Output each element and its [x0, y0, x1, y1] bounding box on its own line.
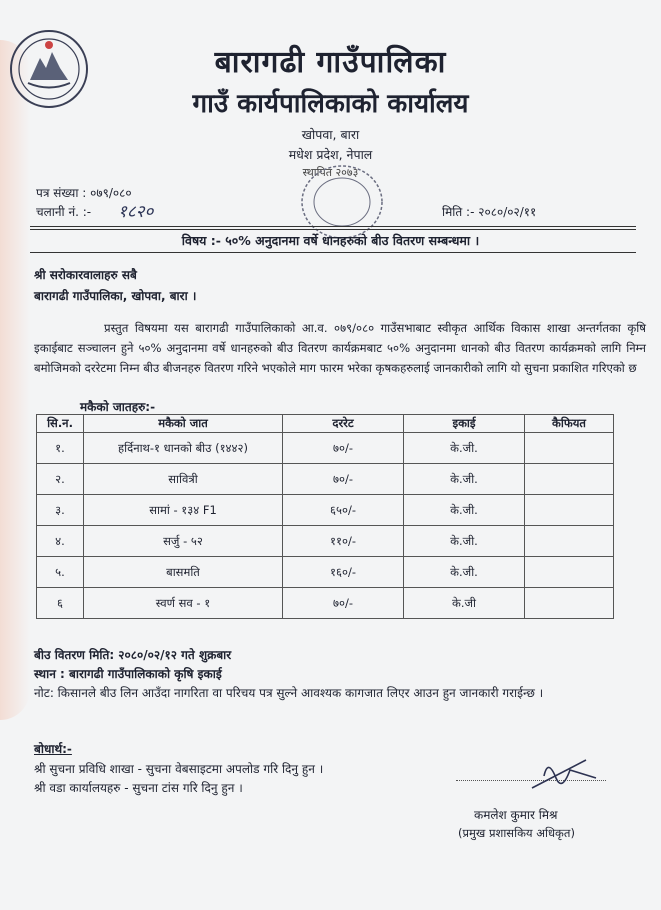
variety-cell: सावित्री: [84, 464, 283, 495]
col-remarks: कैफियत: [525, 415, 614, 433]
remarks-cell: [525, 464, 614, 495]
unit-cell: के.जी: [404, 588, 525, 619]
dispatch-number: १८२०: [118, 202, 154, 222]
address-line-2: मधेश प्रदेश, नेपाल: [288, 147, 373, 162]
rate-cell: ६५०/-: [283, 495, 404, 526]
variety-cell: सामां - १३४ F1: [84, 495, 283, 526]
distribution-note: नोट: किसानले बीउ लिन आउँदा नागरिता वा परिचय पत्र सुल्ने आवश्यक कागजात लिएर आउन हुन जानकारी गराईन्छ ।: [34, 686, 544, 700]
unit-cell: के.जी.: [404, 526, 525, 557]
table-row: [37, 526, 614, 557]
serial-cell: ६: [37, 588, 84, 619]
remarks-cell: [525, 588, 614, 619]
addressee-line-1: श्री सरोकारवालाहरु सबै: [34, 268, 137, 282]
remarks-cell: [525, 526, 614, 557]
col-rate: दररेट: [283, 415, 404, 433]
serial-cell: १.: [37, 433, 84, 464]
signatory-name: कमलेश कुमार मिश्र: [474, 808, 558, 822]
distribution-place: स्थान : बारागढी गाउँपालिकाको कृषि इकाई: [34, 667, 222, 681]
col-unit: इकाई: [404, 415, 525, 433]
variety-cell: सर्जु - ५२: [84, 526, 283, 557]
variety-cell: स्वर्ण सव - १: [84, 588, 283, 619]
table-row: [37, 495, 614, 526]
serial-cell: ४.: [37, 526, 84, 557]
unit-cell: के.जी.: [404, 495, 525, 526]
office-title: गाउँ कार्यपालिकाको कार्यालय: [192, 89, 469, 119]
table-header-row: [37, 415, 614, 433]
distribution-date: बीउ वितरण मिति: २०८०/०२/१२ गते शुक्रबार: [34, 648, 232, 662]
subject-line: विषय :- ५०% अनुदानमा वर्षे धानहरुको बीउ वितरण सम्बन्धमा ।: [181, 233, 480, 248]
variety-cell: बासमति: [84, 557, 283, 588]
table-row: [37, 588, 614, 619]
rate-cell: ७०/-: [283, 588, 404, 619]
table-row: [37, 464, 614, 495]
municipality-title: बारागढी गाउँपालिका: [214, 45, 447, 80]
remarks-cell: [525, 557, 614, 588]
signature-icon: [526, 748, 606, 798]
col-serial: सि.न.: [37, 415, 84, 433]
remarks-cell: [525, 433, 614, 464]
rate-cell: ७०/-: [283, 464, 404, 495]
variety-cell: हर्दिनाथ-१ धानको बीउ (१४४२): [84, 433, 283, 464]
cc-line-1: श्री सुचना प्रविधि शाखा - सुचना वेबसाइटमा अपलोड गरि दिनु हुन ।: [34, 762, 324, 776]
serial-cell: २.: [37, 464, 84, 495]
rate-cell: १६०/-: [283, 557, 404, 588]
unit-cell: के.जी.: [404, 464, 525, 495]
letter-number: पत्र संख्या : ०७९/०८०: [36, 186, 132, 200]
unit-cell: के.जी.: [404, 433, 525, 464]
notice-body: प्रस्तुत विषयमा यस बारागढी गाउँपालिकाको आ.व. ०७९/०८० गाउँसभाबाट स्वीकृत आर्थिक विकास शाखा अन्तर्गतका कृषि इकाईबाट सञ्चालन हुने ५०% अनुदानमा वर्षे धानहरुको बीउ वितरण कार्यक्रमबाट ५०% अनुदानमा धानको बीउ वितरण कार्यक्रमको लागि निम्न बमोजिमको दररेटमा निम्न बीउ बीजनहरु वितरण गरिने भएकोले माग फारम भरेका कृषकहरुलाई जानकारीको लागि यो सुचना प्रकाशित गरिएको छ: [34, 321, 646, 375]
serial-cell: ५.: [37, 557, 84, 588]
cc-line-2: श्री वडा कार्यालयहरु - सुचना टांस गरि दिनु हुन ।: [34, 781, 243, 795]
table-row: [37, 557, 614, 588]
col-variety: मकैको जात: [84, 415, 283, 433]
remarks-cell: [525, 495, 614, 526]
dispatch-label: चलानी नं. :-: [36, 205, 92, 219]
divider-top-2: [30, 229, 636, 230]
serial-cell: ३.: [37, 495, 84, 526]
established-line: स्थापित २०७३: [302, 166, 359, 179]
address-line-1: खोपवा, बारा: [301, 127, 360, 142]
unit-cell: के.जी.: [404, 557, 525, 588]
table-row: [37, 433, 614, 464]
seed-rate-table: [36, 414, 614, 619]
divider-top: [30, 226, 636, 227]
rate-cell: ७०/-: [283, 433, 404, 464]
cc-title: बोधार्थ:-: [34, 742, 72, 756]
signatory-designation: (प्रमुख प्रशासकिय अधिकृत): [458, 826, 575, 840]
rate-cell: ११०/-: [283, 526, 404, 557]
letter-date: मिति :- २०८०/०२/११: [442, 205, 537, 219]
divider-bottom: [30, 252, 636, 253]
addressee-line-2: बारागढी गाउँपालिका, खोपवा, बारा ।: [34, 289, 197, 303]
table-caption: मकैको जातहरु:-: [80, 400, 156, 414]
